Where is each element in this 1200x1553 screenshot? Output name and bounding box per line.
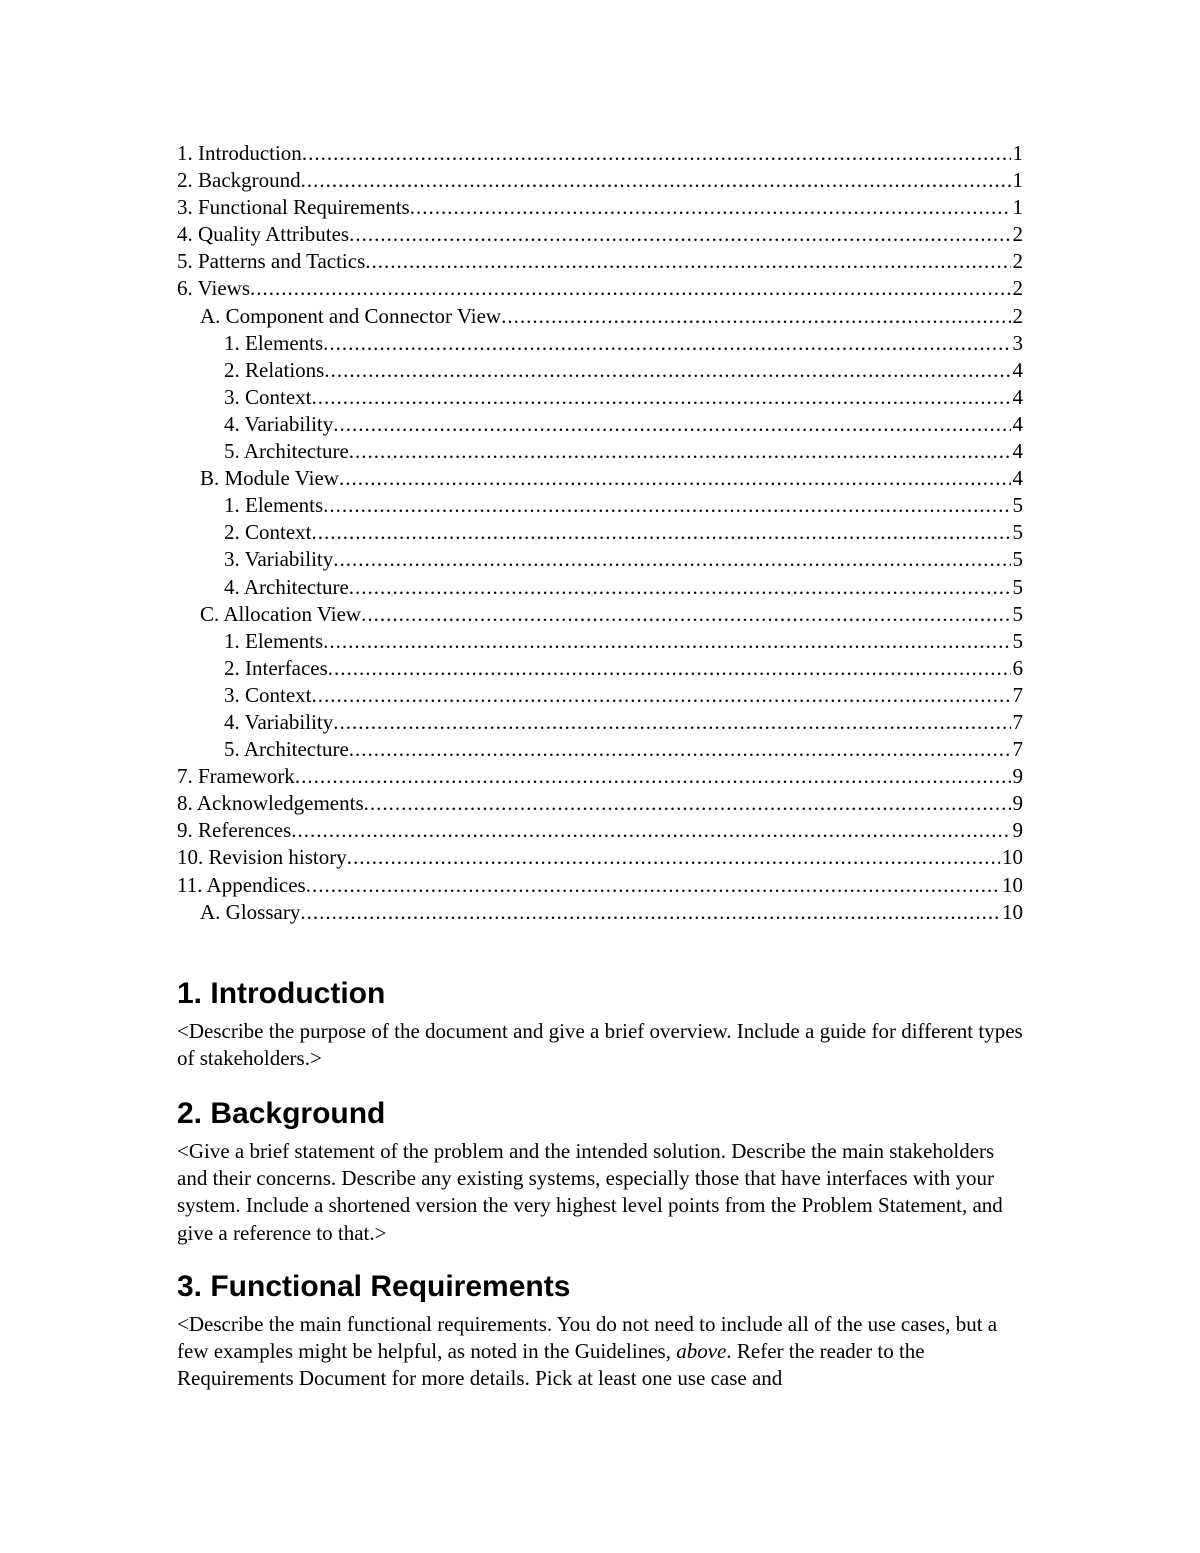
toc-entry-page-number: 10 <box>1002 899 1023 924</box>
toc-entry[interactable] <box>177 844 1023 871</box>
section-background <box>177 1096 1023 1247</box>
document-page <box>177 140 1023 1391</box>
toc-entry[interactable] <box>177 194 1023 221</box>
toc-entry-title: 5. Architecture <box>224 439 349 464</box>
toc-entry[interactable] <box>177 519 1023 546</box>
toc-entry[interactable] <box>177 465 1023 492</box>
toc-entry-title: 2. Background <box>177 168 301 193</box>
toc-entry-title: 1. Elements <box>224 628 324 653</box>
toc-entry-page-number: 4 <box>1012 384 1023 409</box>
toc-entry[interactable] <box>177 655 1023 682</box>
toc-entry-page-number: 5 <box>1012 547 1023 572</box>
toc-entry-title: 9. References <box>177 818 292 843</box>
toc-entry-title: 10. Revision history <box>177 845 347 870</box>
toc-entry-page-number: 2 <box>1012 222 1023 247</box>
toc-entry-title: 2. Interfaces <box>224 655 328 680</box>
toc-dot-leader <box>306 872 1000 899</box>
toc-entry-title: 11. Appendices <box>177 872 306 897</box>
toc-entry-page-number: 1 <box>1012 168 1023 193</box>
body-emphasis: above <box>676 1339 727 1364</box>
toc-dot-leader <box>364 790 1011 817</box>
toc-entry[interactable] <box>177 601 1023 628</box>
toc-entry[interactable] <box>177 167 1023 194</box>
toc-dot-leader <box>333 709 1010 736</box>
toc-dot-leader <box>302 140 1011 167</box>
toc-entry-title: 1. Elements <box>224 493 324 518</box>
toc-entry-page-number: 4 <box>1012 466 1023 491</box>
toc-dot-leader <box>312 519 1011 546</box>
toc-dot-leader <box>349 438 1011 465</box>
toc-entry-title: A. Glossary <box>200 899 301 924</box>
toc-entry-page-number: 10 <box>1002 845 1023 870</box>
toc-entry[interactable] <box>177 411 1023 438</box>
toc-dot-leader <box>324 357 1010 384</box>
toc-entry-page-number: 10 <box>1002 872 1023 897</box>
section-body: <Describe the purpose of the document and give a brief overview. Include a guide for different types of stakeholders.> <box>177 1019 1023 1071</box>
toc-dot-leader <box>501 303 1010 330</box>
toc-dot-leader <box>349 221 1010 248</box>
section-functional-requirements <box>177 1269 1023 1393</box>
table-of-contents <box>177 140 1023 926</box>
toc-entry-title: 3. Variability <box>224 547 334 572</box>
toc-entry[interactable] <box>177 221 1023 248</box>
toc-entry[interactable] <box>177 330 1023 357</box>
toc-entry-title: 5. Architecture <box>224 737 349 762</box>
toc-entry-page-number: 5 <box>1012 520 1023 545</box>
toc-entry[interactable] <box>177 872 1023 899</box>
toc-dot-leader <box>410 194 1011 221</box>
toc-entry[interactable] <box>177 790 1023 817</box>
toc-entry-title: 3. Context <box>224 384 312 409</box>
toc-entry[interactable] <box>177 574 1023 601</box>
toc-entry-title: 1. Elements <box>224 330 324 355</box>
toc-entry-page-number: 5 <box>1012 493 1023 518</box>
toc-entry-title: 4. Variability <box>224 411 334 436</box>
toc-entry-title: 8. Acknowledgements <box>177 791 364 816</box>
toc-entry-page-number: 4 <box>1012 357 1023 382</box>
section-body <box>177 1311 1023 1393</box>
section-heading: 3. Functional Requirements <box>177 1270 571 1303</box>
toc-entry-title: 4. Quality Attributes <box>177 222 350 247</box>
toc-dot-leader <box>300 899 1000 926</box>
toc-entry-title: 4. Architecture <box>224 574 349 599</box>
toc-dot-leader <box>365 248 1010 275</box>
toc-entry[interactable] <box>177 709 1023 736</box>
toc-entry-title: 7. Framework <box>177 764 295 789</box>
toc-entry[interactable] <box>177 438 1023 465</box>
toc-dot-leader <box>349 574 1011 601</box>
toc-dot-leader <box>349 736 1011 763</box>
toc-dot-leader <box>312 384 1011 411</box>
toc-dot-leader <box>333 411 1010 438</box>
toc-entry-title: C. Allocation View <box>200 601 362 626</box>
toc-dot-leader <box>347 844 1000 871</box>
toc-entry-page-number: 9 <box>1012 818 1023 843</box>
toc-entry[interactable] <box>177 357 1023 384</box>
toc-entry-page-number: 5 <box>1012 601 1023 626</box>
toc-entry-page-number: 3 <box>1012 330 1023 355</box>
toc-dot-leader <box>328 655 1011 682</box>
toc-entry[interactable] <box>177 682 1023 709</box>
toc-entry[interactable] <box>177 546 1023 573</box>
toc-entry-title: 6. Views <box>177 276 251 301</box>
section-introduction <box>177 976 1023 1072</box>
toc-entry[interactable] <box>177 248 1023 275</box>
toc-entry-title: 1. Introduction <box>177 141 302 165</box>
toc-dot-leader <box>339 465 1011 492</box>
toc-entry[interactable] <box>177 817 1023 844</box>
toc-entry-title: B. Module View <box>200 466 339 491</box>
toc-dot-leader <box>312 682 1011 709</box>
body-text: . Refer the reader to the Requirements Document for more details. Pick at least one use case and <box>177 1339 925 1391</box>
toc-dot-leader <box>295 763 1011 790</box>
toc-dot-leader <box>323 628 1010 655</box>
toc-dot-leader <box>323 492 1010 519</box>
section-body: <Give a brief statement of the problem and the intended solution. Describe the main stakeholders and their concerns. Describe any existing systems, especially those that have interfaces with your system. Include a shortened version the very highest level points from the Problem Statement, and give a reference to that.> <box>177 1139 1003 1245</box>
toc-entry-page-number: 1 <box>1012 195 1023 220</box>
toc-entry-page-number: 2 <box>1012 276 1023 301</box>
toc-dot-leader <box>323 330 1010 357</box>
section-heading: 2. Background <box>177 1097 386 1130</box>
toc-entry[interactable] <box>177 899 1023 926</box>
toc-dot-leader <box>333 546 1010 573</box>
toc-entry-page-number: 2 <box>1012 303 1023 328</box>
toc-entry[interactable] <box>177 384 1023 411</box>
toc-entry-title: 3. Functional Requirements <box>177 195 410 220</box>
toc-entry-page-number: 9 <box>1012 791 1023 816</box>
toc-entry-page-number: 7 <box>1012 737 1023 762</box>
toc-entry[interactable] <box>177 736 1023 763</box>
toc-entry-page-number: 7 <box>1012 709 1023 734</box>
toc-dot-leader <box>291 817 1010 844</box>
section-heading: 1. Introduction <box>177 977 386 1010</box>
toc-entry-title: 2. Context <box>224 520 312 545</box>
toc-entry[interactable] <box>177 763 1023 790</box>
toc-entry[interactable] <box>177 140 1023 167</box>
toc-entry[interactable] <box>177 303 1023 330</box>
body-text: <Describe the main functional requirements. You do not need to include all of the use cases, but a few examples might be helpful, as noted in the Guidelines, <box>177 1312 998 1364</box>
toc-entry[interactable] <box>177 492 1023 519</box>
toc-entry-page-number: 2 <box>1012 249 1023 274</box>
toc-entry-title: A. Component and Connector View <box>200 303 502 328</box>
toc-entry-page-number: 6 <box>1012 655 1023 680</box>
toc-entry-title: 5. Patterns and Tactics <box>177 249 366 274</box>
toc-entry-page-number: 9 <box>1012 764 1023 789</box>
toc-entry-page-number: 5 <box>1012 574 1023 599</box>
toc-entry-page-number: 5 <box>1012 628 1023 653</box>
toc-entry-page-number: 4 <box>1012 411 1023 436</box>
toc-dot-leader <box>361 601 1010 628</box>
toc-entry-page-number: 1 <box>1012 141 1023 165</box>
toc-entry-page-number: 7 <box>1012 682 1023 707</box>
toc-entry-title: 3. Context <box>224 682 312 707</box>
toc-dot-leader <box>250 275 1010 302</box>
toc-entry[interactable] <box>177 275 1023 302</box>
toc-dot-leader <box>301 167 1011 194</box>
toc-entry[interactable] <box>177 628 1023 655</box>
toc-entry-title: 4. Variability <box>224 709 334 734</box>
toc-entry-title: 2. Relations <box>224 357 325 382</box>
toc-entry-page-number: 4 <box>1012 439 1023 464</box>
